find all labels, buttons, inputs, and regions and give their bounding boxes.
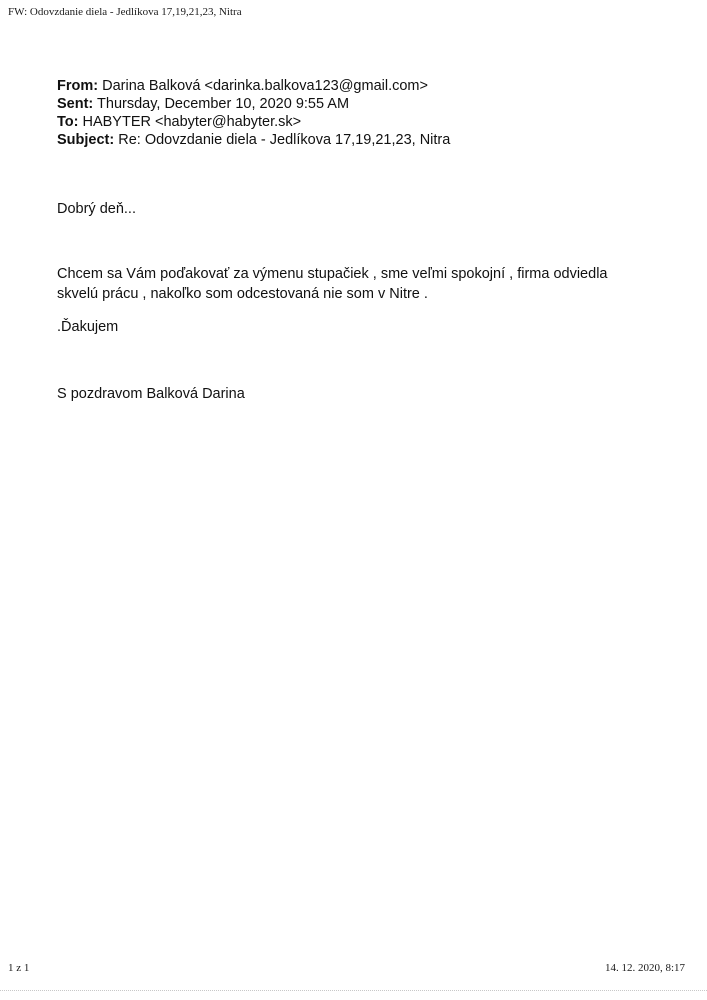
email-paragraph [57, 264, 657, 304]
subject-row [57, 131, 450, 149]
email-thanks: .Ďakujem [57, 319, 119, 335]
print-header-title: FW: Odovzdanie diela - Jedlíkova 17,19,21,23, Nitra [8, 6, 242, 18]
to-value: HABYTER <habyter@habyter.sk> [78, 114, 302, 130]
sent-value: Thursday, December 10, 2020 9:55 AM [93, 96, 350, 112]
page-count: 1 z 1 [8, 962, 30, 974]
paragraph-line-1: Chcem sa Vám poďakovať za výmenu stupačiek , sme veľmi spokojní , firma odviedla [57, 266, 608, 282]
subject-label: Subject: [57, 132, 115, 148]
email-signoff: S pozdravom Balková Darina [57, 386, 245, 402]
to-row [57, 113, 450, 131]
page-bottom-divider [0, 990, 707, 991]
sent-row [57, 95, 450, 113]
sent-label: Sent: [57, 96, 94, 112]
to-label: To: [57, 114, 79, 130]
from-value: Darina Balková <darinka.balkova123@gmail.com> [98, 78, 428, 94]
subject-value: Re: Odovzdanie diela - Jedlíkova 17,19,21,23, Nitra [114, 132, 451, 148]
print-timestamp: 14. 12. 2020, 8:17 [604, 962, 685, 974]
paragraph-line-2: skvelú prácu , nakoľko som odcestovaná nie som v Nitre . [57, 286, 428, 302]
email-headers [57, 77, 450, 149]
from-row [57, 77, 450, 95]
from-label: From: [57, 78, 99, 94]
email-greeting: Dobrý deň... [57, 201, 136, 217]
